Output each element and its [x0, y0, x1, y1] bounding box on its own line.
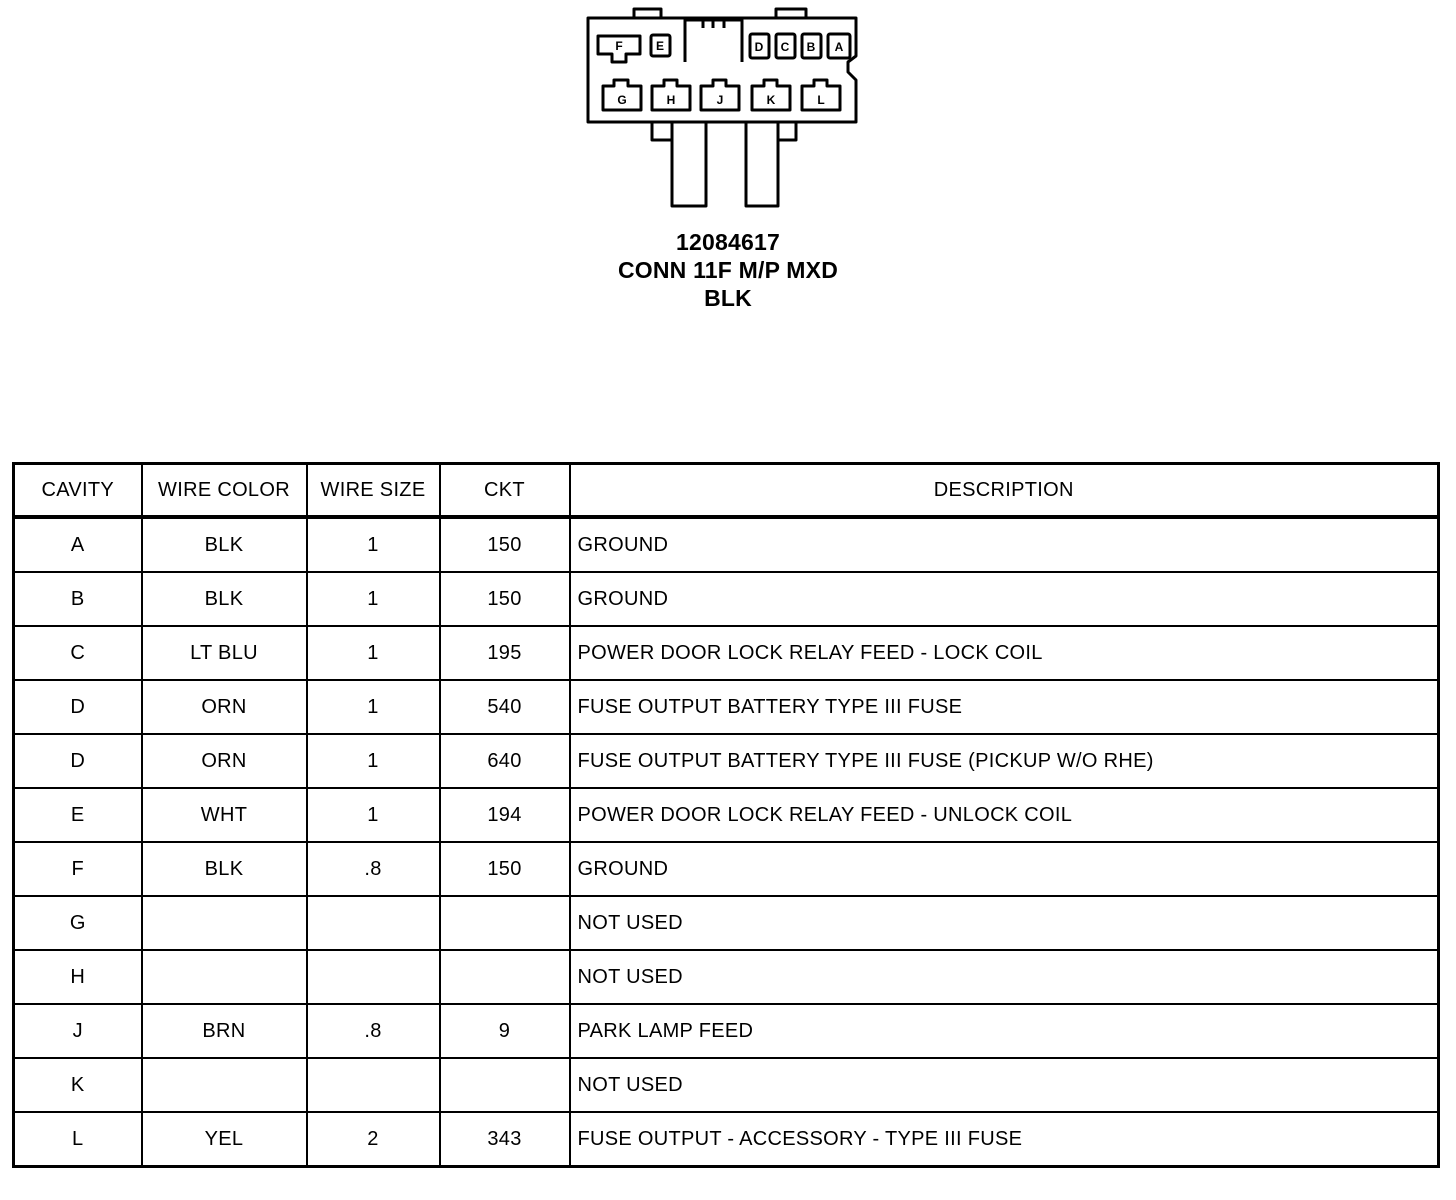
header-description: DESCRIPTION	[570, 464, 1439, 518]
cell-description: NOT USED	[570, 1058, 1439, 1112]
cell-cavity: G	[14, 896, 142, 950]
cavity-label-f: F	[615, 39, 623, 53]
table-row	[14, 1112, 1439, 1167]
cell-wire-size: .8	[307, 842, 440, 896]
cell-wire-color	[142, 1058, 307, 1112]
cell-ckt	[440, 1058, 570, 1112]
cell-description: FUSE OUTPUT BATTERY TYPE III FUSE (PICKUP W/O RHE)	[570, 734, 1439, 788]
cavity-label-l: L	[817, 93, 825, 107]
cell-ckt: 640	[440, 734, 570, 788]
connector-diagram	[570, 0, 890, 220]
cell-wire-color	[142, 896, 307, 950]
cell-wire-color: ORN	[142, 734, 307, 788]
cell-ckt	[440, 896, 570, 950]
cell-wire-size: 2	[307, 1112, 440, 1167]
cavity-label-j: J	[716, 93, 724, 107]
cell-wire-size	[307, 950, 440, 1004]
table-row	[14, 572, 1439, 626]
cell-wire-color: BRN	[142, 1004, 307, 1058]
connector-name: CONN 11F M/P MXD	[617, 257, 839, 283]
header-wire-size: WIRE SIZE	[307, 464, 440, 518]
table-row	[14, 1004, 1439, 1058]
cell-wire-color: BLK	[142, 517, 307, 572]
table-row	[14, 950, 1439, 1004]
cell-description: FUSE OUTPUT BATTERY TYPE III FUSE	[570, 680, 1439, 734]
connector-part-number: 12084617	[676, 229, 780, 255]
cell-wire-color: WHT	[142, 788, 307, 842]
cell-cavity: B	[14, 572, 142, 626]
cavity-label-c: C	[780, 40, 790, 54]
header-cavity: CAVITY	[14, 464, 142, 518]
cell-description: GROUND	[570, 517, 1439, 572]
cavity-label-k: K	[766, 93, 776, 107]
table-row	[14, 517, 1439, 572]
cavity-label-b: B	[806, 40, 816, 54]
cell-description: FUSE OUTPUT - ACCESSORY - TYPE III FUSE	[570, 1112, 1439, 1167]
cell-wire-color: BLK	[142, 572, 307, 626]
cell-ckt: 343	[440, 1112, 570, 1167]
cell-ckt: 9	[440, 1004, 570, 1058]
cell-description: GROUND	[570, 572, 1439, 626]
table-row	[14, 788, 1439, 842]
cell-description: POWER DOOR LOCK RELAY FEED - UNLOCK COIL	[570, 788, 1439, 842]
cell-description: PARK LAMP FEED	[570, 1004, 1439, 1058]
cell-wire-color: ORN	[142, 680, 307, 734]
cell-cavity: D	[14, 734, 142, 788]
table-row	[14, 842, 1439, 896]
cavity-label-h: H	[666, 93, 676, 107]
pinout-table	[12, 462, 1440, 1168]
cell-cavity: E	[14, 788, 142, 842]
table-row	[14, 626, 1439, 680]
cavity-label-e: E	[655, 39, 665, 53]
cell-ckt: 150	[440, 517, 570, 572]
cell-wire-size: 1	[307, 517, 440, 572]
cell-cavity: K	[14, 1058, 142, 1112]
cell-description: NOT USED	[570, 950, 1439, 1004]
cell-cavity: L	[14, 1112, 142, 1167]
cavity-label-a: A	[834, 40, 844, 54]
cell-wire-size	[307, 896, 440, 950]
cell-description: NOT USED	[570, 896, 1439, 950]
cell-wire-size: 1	[307, 680, 440, 734]
cell-ckt: 194	[440, 788, 570, 842]
cell-cavity: A	[14, 517, 142, 572]
cell-wire-size: .8	[307, 1004, 440, 1058]
cell-wire-size: 1	[307, 572, 440, 626]
cell-cavity: D	[14, 680, 142, 734]
table-row	[14, 680, 1439, 734]
cell-wire-size: 1	[307, 734, 440, 788]
cell-description: POWER DOOR LOCK RELAY FEED - LOCK COIL	[570, 626, 1439, 680]
table-row	[14, 896, 1439, 950]
cell-wire-color: BLK	[142, 842, 307, 896]
cell-cavity: J	[14, 1004, 142, 1058]
cell-wire-color	[142, 950, 307, 1004]
cell-ckt: 540	[440, 680, 570, 734]
cell-wire-color: YEL	[142, 1112, 307, 1167]
cell-ckt	[440, 950, 570, 1004]
connector-color: BLK	[704, 285, 752, 311]
cell-wire-color: LT BLU	[142, 626, 307, 680]
cell-cavity: H	[14, 950, 142, 1004]
cavity-label-d: D	[754, 40, 764, 54]
header-wire-color: WIRE COLOR	[142, 464, 307, 518]
cell-ckt: 150	[440, 572, 570, 626]
cell-ckt: 195	[440, 626, 570, 680]
table-body	[14, 517, 1439, 1167]
table-row	[14, 734, 1439, 788]
table-row	[14, 1058, 1439, 1112]
table-header-row	[14, 464, 1439, 518]
cell-wire-size: 1	[307, 788, 440, 842]
cell-description: GROUND	[570, 842, 1439, 896]
cell-ckt: 150	[440, 842, 570, 896]
cell-cavity: F	[14, 842, 142, 896]
header-ckt: CKT	[440, 464, 570, 518]
cell-cavity: C	[14, 626, 142, 680]
cell-wire-size: 1	[307, 626, 440, 680]
cavity-label-g: G	[617, 93, 627, 107]
cell-wire-size	[307, 1058, 440, 1112]
